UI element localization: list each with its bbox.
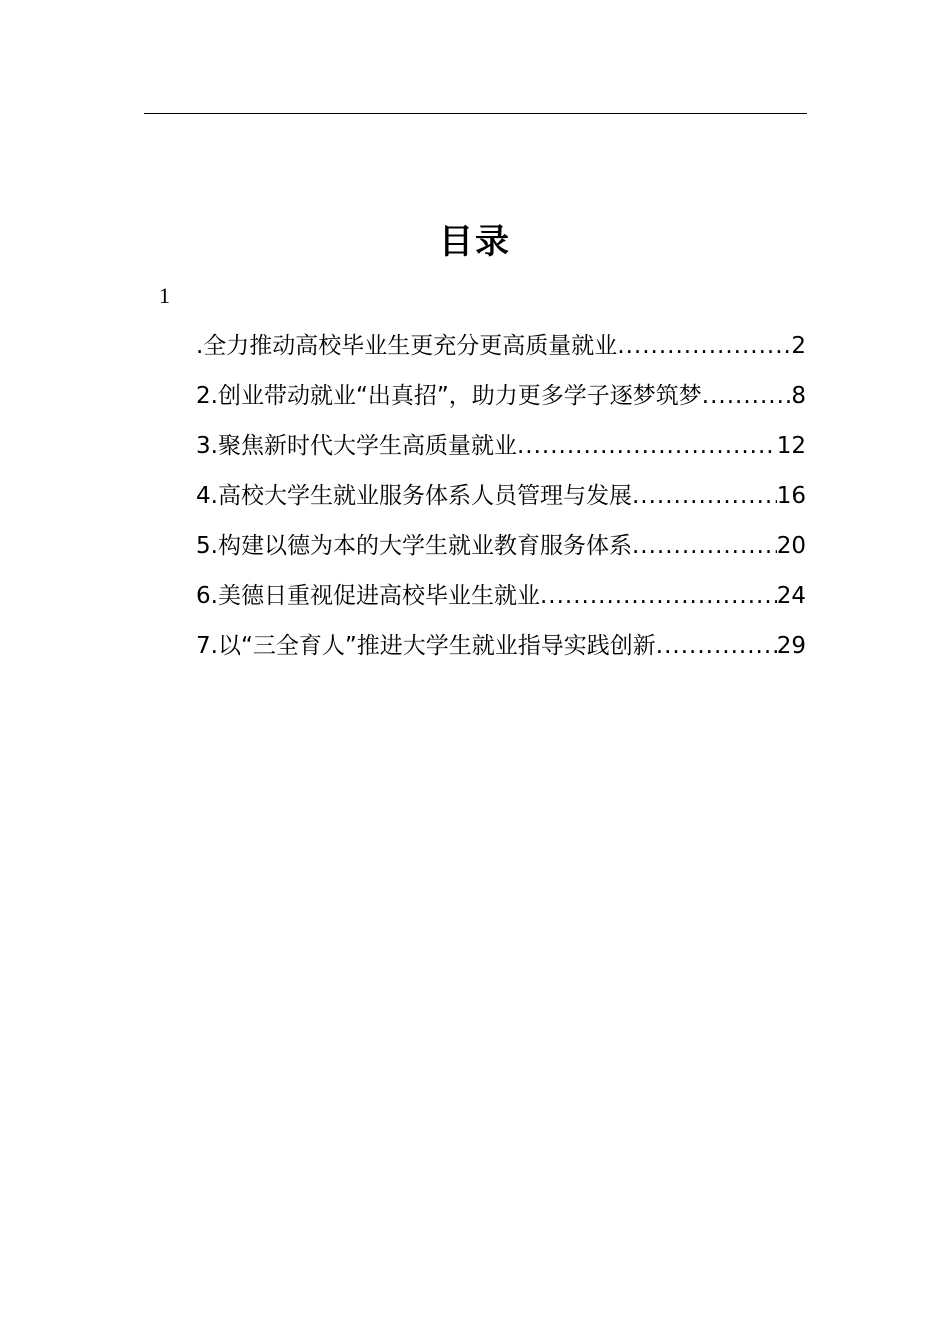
- toc-entry-page: 16: [776, 483, 806, 509]
- toc-entry[interactable]: [196, 526, 806, 576]
- table-of-contents: [196, 326, 806, 676]
- toc-entry-page: 12: [776, 433, 806, 459]
- toc-entry-page: 20: [776, 533, 806, 559]
- dot-leader: [617, 326, 791, 366]
- toc-entry-title: 2.创业带动就业“出真招”，助力更多学子逐梦筑梦: [196, 383, 702, 409]
- toc-entry-title: 5.构建以德为本的大学生就业教育服务体系: [196, 533, 632, 559]
- toc-entry-title: 4.高校大学生就业服务体系人员管理与发展: [196, 483, 632, 509]
- stray-number: 1: [159, 283, 170, 308]
- header-rule: [144, 113, 807, 114]
- dot-leader: [656, 626, 777, 666]
- toc-entry-title: 6.美德日重视促进高校毕业生就业: [196, 583, 540, 609]
- dot-leader: [702, 376, 792, 416]
- toc-entry[interactable]: [196, 576, 806, 626]
- toc-entry-page: 2: [791, 333, 806, 359]
- dot-leader: [540, 576, 777, 616]
- toc-entry-title: .全力推动高校毕业生更充分更高质量就业: [196, 333, 618, 359]
- toc-entry-page: 24: [776, 583, 806, 609]
- dot-leader: [632, 526, 777, 566]
- toc-entry[interactable]: [196, 376, 806, 426]
- toc-title: 目录: [439, 222, 511, 262]
- toc-entry[interactable]: [196, 476, 806, 526]
- toc-entry[interactable]: [196, 326, 806, 376]
- toc-entry[interactable]: [196, 426, 806, 476]
- toc-entry[interactable]: [196, 626, 806, 676]
- toc-entry-page: 29: [776, 633, 806, 659]
- dot-leader: [517, 426, 777, 466]
- toc-entry-title: 7.以“三全育人”推进大学生就业指导实践创新: [196, 633, 656, 659]
- toc-entry-page: 8: [791, 383, 806, 409]
- toc-entry-title: 3.聚焦新时代大学生高质量就业: [196, 433, 517, 459]
- dot-leader: [632, 476, 777, 516]
